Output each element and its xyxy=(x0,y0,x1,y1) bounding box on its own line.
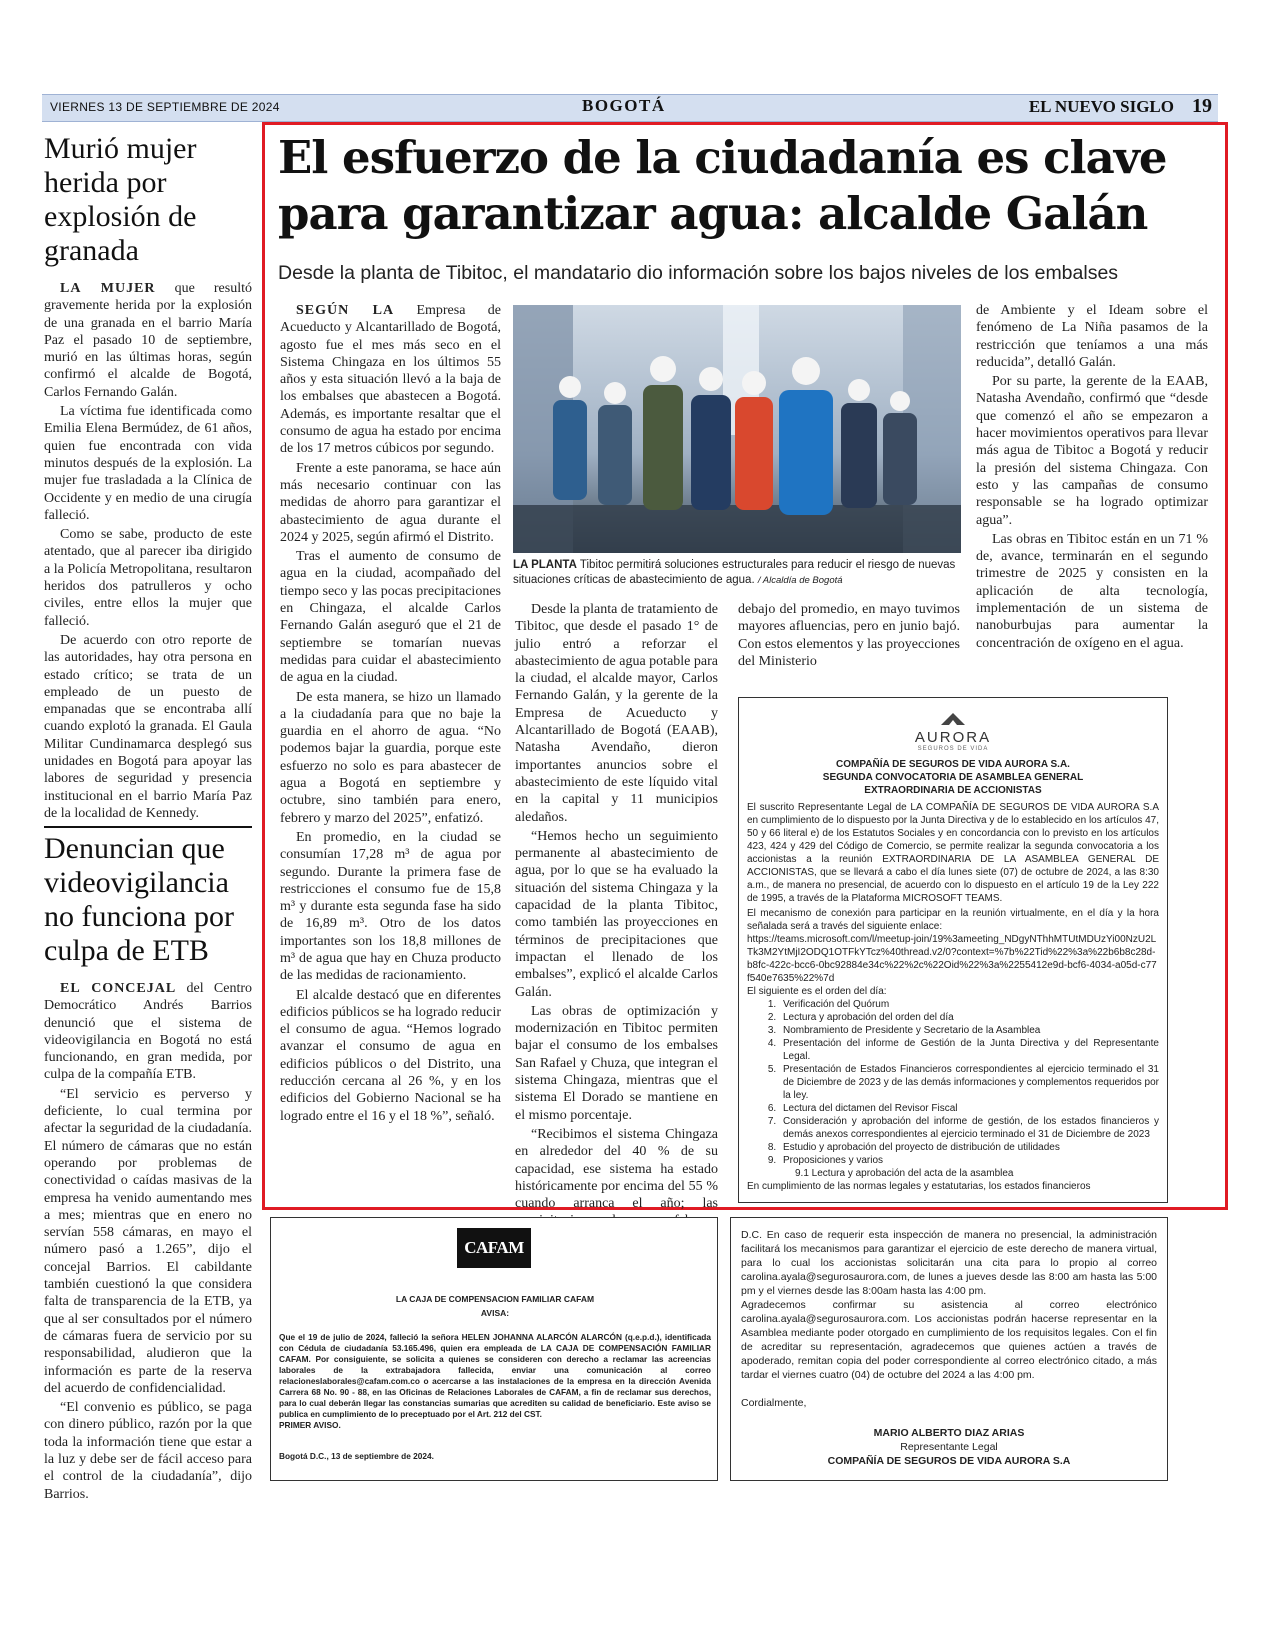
cafam-notice: PRIMER AVISO. xyxy=(279,1420,341,1430)
cafam-date: Bogotá D.C., 13 de septiembre de 2024. xyxy=(279,1451,434,1461)
aurora-signer-role: Representante Legal xyxy=(900,1441,998,1453)
story-2-paragraph: “El convenio es público, se paga con dinero público, razón por la que toda la información tiene que estar a la luz y debe ser de fácil acceso para el control de la ciudadanía”, dijo Barrios. xyxy=(44,1400,252,1502)
story-1-title: Murió mujer herida por explosión de granada xyxy=(44,132,197,267)
main-paragraph: “Recibimos el sistema Chingaza en alrededor del 40 % de su capacidad, ese sistema ha estado históricamente por encima del 55 % cuando arranca el año; las xyxy=(515,1126,718,1212)
agenda-item: 4. Presentación del informe de Gestión de la Junta Directiva y del Representante Legal. xyxy=(779,1037,1159,1063)
agenda-item: 8. Estudio y aprobación del proyecto de distribución de utilidades xyxy=(779,1141,1159,1154)
aurora-signer: MARIO ALBERTO DIAZ ARIAS xyxy=(873,1427,1025,1439)
aurora-ad xyxy=(738,697,1168,1203)
page-number: 19 xyxy=(1192,95,1212,117)
issue-date: VIERNES 13 DE SEPTIEMBRE DE 2024 xyxy=(50,100,280,114)
aurora-paragraph: El mecanismo de conexión para participar en la reunión virtualmente, en el día y la hora señalada será a través del siguiente enlace: xyxy=(747,908,1159,932)
story-1-paragraph: que resultó gravemente herida por la explosión de una granada en el barrio María Paz el pasado 10 de septiembre, murió en las últimas horas, según confirmó el alcalde de Bogotá, Carlos Fernando Galán. xyxy=(44,281,252,400)
agenda-subitem: 9.1 Lectura y aprobación del acta de la asamblea xyxy=(795,1168,1014,1179)
main-paragraph: Tras el aumento de consumo de agua en la ciudad, acompañado del tiempo seco y las pocas precipitaciones en Chingaza, el alcalde Carlos Fernando Galán aseguró que el 21 de septiembre se tomarían nuevas medidas para cuidar el abastecimiento de agua en la ciudad. xyxy=(280,549,501,686)
sidebar-story-1 xyxy=(44,132,252,824)
main-paragraph: Empresa de Acueducto y Alcantarillado de Bogotá, agosto fue el mes más seco en el Sistema Chingaza en los últimos 55 años y esta situación llevó a la baja de los embalses que abastecen a Bogotá. Además, es importante resaltar que el consumo de agua ha estado por encima de los 17 metros cúbicos por segundo. xyxy=(280,303,502,457)
main-paragraph: Desde la planta de tratamiento de Tibitoc, que desde el pasado 1° de julio entró a reforzar el abastecimiento de agua potable para la ciudad, el alcalde mayor, Carlos Fernando Galán, y la gerente de la Empresa de Acueducto y Alcantarillado de Bogotá (EAAB), Natasha Avendaño, dieron importantes anuncios sobre el abastecimiento de este líquido vital en la capital y 11 municipios aledaños. xyxy=(515,602,718,825)
aurora-paragraph: Agradecemos confirmar su asistencia al correo electrónico carolina.ayala@segurosaurora.com. Los accionistas podrán hacerse representar en la Asamblea mediante poder otorgado en cumplimiento de los requisitos legales. Con el fin de acreditar su representación, agradecemos que quienes actúen a través de apoderado, remitan copia del poder correspondiente al correo electrónico citado, a más tardar el viernes cuatro (04) de octubre del 2024 a las 4:00 pm. xyxy=(741,1299,1157,1381)
main-paragraph: Las obras en Tibitoc están en un 71 % de, avance, terminarán en el segundo trimestre de 2025 y consisten en la aplicación de alta tecnología, implementación de un sistema de nanoburbujas para aumentar la concentración de oxígeno en el agua. xyxy=(976,531,1208,651)
story-1-lead: LA MUJER xyxy=(60,281,156,296)
story-2-title: Denuncian que videovigilancia no funciona por culpa de ETB xyxy=(44,832,234,967)
story-1-paragraph: De acuerdo con otro reporte de las autoridades, hay otra persona en estado crítico; se trata de un empleado de un puesto de empanadas que se encontraba allí cuando explotó la granada. El Gaula Militar Cundinamarca desplegó sus unidades en Bogotá para apoyar las labores de seguridad y presencia institucional en el barrio María Paz de la localidad de Kennedy. xyxy=(44,632,252,821)
agenda-item: 2. Lectura y aprobación del orden del día xyxy=(779,1011,1159,1024)
story-2-body xyxy=(44,980,252,1503)
aurora-meeting-link[interactable]: https://teams.microsoft.com/l/meetup-join/19%3ameeting_NDgyNThhMTUtMDUzYi00NzU2LTk3M2YtMjI2ODQ1OTFkYTcz%40thread.v2/0?context=%7b%22Tid%22%3a%22b6b8c28d-b8fc-422c-bcc6-0bc92884e34c%22%2c%22Oid%22%3a%2255412e9d-bcf6-4034-a05d-c77f540e7635%22%7d xyxy=(747,934,1157,984)
main-paragraph: Las obras de optimización y modernización en Tibitoc permiten bajar el consumo de los embalses San Rafael y Chuza, que integran el sistema Chingaza, mientras que el sistema El Dorado se mantiene en el mismo porcentaje. xyxy=(515,1003,718,1123)
story-photo xyxy=(513,305,961,553)
aurora-continued-body xyxy=(731,1218,1167,1410)
agenda-item: 6. Lectura del dictamen del Revisor Fiscal xyxy=(779,1102,1159,1115)
agenda-item: 5. Presentación de Estados Financieros correspondientes al ejercicio terminado el 31 de Diciembre de 2023 y de las demás informaciones y complementos requeridos por la ley. xyxy=(779,1063,1159,1102)
aurora-title-1: COMPAÑÍA DE SEGUROS DE VIDA AURORA S.A. xyxy=(836,759,1070,770)
cafam-subtitle: AVISA: xyxy=(480,1308,510,1318)
page-header xyxy=(42,94,1218,122)
story-1-body xyxy=(44,280,252,822)
main-paragraph: Por su parte, la gerente de la EAAB, Natasha Avendaño, confirmó que “desde que comenzó el año se empezaron a hacer movimientos operativos para llevar más agua de Tibitoc a Bogotá y reducir la presión del sistema Chingaza. Con esto y las campañas de consumo responsable se ha logrado optimizar agua”. xyxy=(976,374,1208,528)
sidebar-story-2 xyxy=(44,832,252,1505)
aurora-paragraph: El suscrito Representante Legal de LA COMPAÑÍA DE SEGUROS DE VIDA AURORA S.A en cumplimiento de lo dispuesto por la Junta Directiva y de lo establecido en los artículos 47, 50 y 66 literal e) de los Estatutos Sociales y en concordancia con lo previsto en los artículos 423, 424 y 429 del Código de Comercio, se permite realizar la segunda convocatoria a los accionistas a la reunión EXTRAORDINARIA DE LA ASAMBLEA GENERAL DE ACCIONISTAS, que se llevará a cabo el día lunes siete (07) de octubre de 2024, a las 8:30 a.m., de manera no presencial, de acuerdo con lo dispuesto en el artículo 19 de la Ley 222 de 1995, a través de la Plataforma MICROSOFT TEAMS. xyxy=(747,802,1159,904)
aurora-body xyxy=(739,797,1167,1193)
agenda-item: 7. Consideración y aprobación del informe de gestión, de los estados financieros y demás anexos correspondientes al ejercicio terminado el 31 de Diciembre de 2023 xyxy=(779,1115,1159,1141)
agenda-item: 3. Nombramiento de Presidente y Secretario de la Asamblea xyxy=(779,1024,1159,1037)
aurora-paragraph: D.C. En caso de requerir esta inspección de manera no presencial, la administración facilitará los mecanismos para garantizar el ejercicio de este derecho de manera virtual, para lo cual los accionistas solicitarán una cita para lo propio al correo carolina.ayala@segurosaurora.com, de lunes a jueves desde las 8:00 am hasta las 5:00 pm y el viernes desde las 8:00am hasta las 4:00 pm. xyxy=(741,1229,1157,1297)
main-column-3 xyxy=(738,601,960,672)
agenda-item: 1. Verificación del Quórum xyxy=(779,998,1159,1011)
aurora-closing: Cordialmente, xyxy=(741,1397,807,1409)
main-lead: SEGÚN LA xyxy=(296,303,395,318)
aurora-arrow-icon xyxy=(941,713,965,725)
aurora-logo-text: AURORA xyxy=(914,729,992,746)
main-paragraph: debajo del promedio, en mayo tuvimos mayores afluencias, pero en junio bajó. Con estos elementos y las proyecciones del Ministerio xyxy=(738,602,961,669)
main-paragraph: Frente a este panorama, se hace aún más necesario continuar con las medidas de ahorro para garantizar el abastecimiento de agua durante el 2024 y 2025, según afirmó el Distrito. xyxy=(280,460,501,545)
main-subhead: Desde la planta de Tibitoc, el mandatario dio información sobre los bajos niveles de los embalses xyxy=(278,262,1119,284)
caption-lead: LA PLANTA xyxy=(513,559,577,571)
cafam-body xyxy=(279,1332,711,1431)
story-2-paragraph: “El servicio es perverso y deficiente, lo cual termina por afectar la seguridad de la ciudadanía. El número de cámaras que no están operando por problemas de conectividad o caídas masivas de la empresa ha venido aumentando mes a mes; mientras que en enero no servían 558 cámaras, en mayo el número pasó a 1.265”, dijo el concejal Barrios. El cabildante también cuestionó la que considera falta de transparencia de la ETB, ya que al ser consultados por el número de cámaras fuera de servicio por su responsabilidad, aludieron que la información es parte de la reserva del acuerdo de confidencialidad. xyxy=(44,1086,252,1396)
section-name: BOGOTÁ xyxy=(582,96,666,115)
tibitoc-plant-photo xyxy=(513,305,961,553)
aurora-ad-continued xyxy=(730,1217,1168,1481)
main-paragraph: En promedio, en la ciudad se consumían 17,28 m³ de agua por segundo. Durante la primera fase de restricciones el consumo fue de 15,8 m³ y durante esta segunda fase ha sido de 16,89 m³. Otro de los datos importantes son los 18,8 millones de m³ de agua que hay en Chuza producto de las medidas de racionamiento. xyxy=(280,829,501,984)
newspaper-name: EL NUEVO SIGLO xyxy=(1028,97,1174,116)
aurora-logo xyxy=(739,710,1167,752)
main-paragraph: “Hemos hecho un seguimiento permanente al abastecimiento de agua, por lo que se ha evaluado la situación del sistema Chingaza y la capacidad de la planta Tibitoc, como también las proyecciones en términos de precipitaciones que impactan el llenado de los embalses”, explicó el alcalde Carlos Galán. xyxy=(515,828,718,1000)
aurora-title-2: SEGUNDA CONVOCATORIA DE ASAMBLEA GENERAL EXTRAORDINARIA DE ACCIONISTAS xyxy=(822,772,1084,796)
main-column-1 xyxy=(280,302,501,1127)
cafam-title: LA CAJA DE COMPENSACION FAMILIAR CAFAM xyxy=(395,1294,595,1304)
sidebar-divider xyxy=(44,826,252,828)
cafam-paragraph: Que el 19 de julio de 2024, falleció la señora HELEN JOHANNA ALARCÓN ALARCÓN (q.e.p.d.), identificada con Cédula de ciudadanía 53.165.496, quien era empleada de LA CAJA DE COMPENSACIÓN FAMILIAR CAFAM. Por consiguiente, se solicita a quienes se consideren con derecho a reclamar las acreencias laborales de la extrabajadora fallecida, enviar una comunicación al correo relacioneslaborales@cafam.com.co o acercarse a las instalaciones de la empresa en la dirección Avenida Carrera 68 No. 90 - 88, en las Oficinas de Relaciones Laborales de CAFAM, a fin de reclamar sus derechos, para lo cual deberán llegar las constancias sumarias que acrediten su calidad de beneficiario. Este aviso se publica en cumplimiento de lo preceptuado por el Art. 212 del CST. xyxy=(279,1332,711,1419)
aurora-signer-company: COMPAÑÍA DE SEGUROS DE VIDA AURORA S.A xyxy=(827,1455,1071,1467)
story-2-lead: EL CONCEJAL xyxy=(60,981,177,996)
photo-caption xyxy=(513,558,961,588)
aurora-tail: En cumplimiento de las normas legales y estatutarias, los estados financieros xyxy=(747,1181,1091,1192)
agenda-item: 9. Proposiciones y varios xyxy=(779,1154,1159,1167)
main-column-4 xyxy=(976,302,1208,654)
caption-text: Tibitoc permitirá soluciones estructurales para reducir el riesgo de nuevas situaciones críticas de abastecimiento de agua. xyxy=(513,559,956,586)
story-1-paragraph: La víctima fue identificada como Emilia Elena Bermúdez, de 61 años, quien fue encontrada con vida minutos después de la explosión. La mujer fue trasladada a la Clínica de Occidente y en medio de una cirugía falleció. xyxy=(44,404,252,523)
story-2-paragraph: del Centro Democrático Andrés Barrios denunció que el sistema de videovigilancia en Bogotá no está funcionando, en gran medida, por culpa de la compañía ETB. xyxy=(44,981,252,1083)
main-paragraph: El alcalde destacó que en diferentes edificios públicos se ha logrado reducir el consumo de agua. “Hemos logrado avanzar el consumo de agua en edificios públicos o del Distrito, una reducción cercana al 26 %, y en los edificios del Gobierno Nacional se ha logrado entre el 16 y el 18 %”, señaló. xyxy=(280,987,501,1124)
story-1-paragraph: Como se sabe, producto de este atentado, que al parecer iba dirigido a la Policía Metropolitana, resultaron heridos dos patrulleros y ocho civiles, entre ellos la mujer que falleció. xyxy=(44,527,252,629)
aurora-agenda xyxy=(747,998,1159,1167)
main-paragraph: de Ambiente y el Ideam sobre el fenómeno de La Niña pasamos de la restricción que teníamos a una más reducida”, detalló Galán. xyxy=(976,303,1208,370)
cafam-ad xyxy=(270,1217,718,1481)
photo-credit: / Alcaldía de Bogotá xyxy=(757,575,843,586)
cafam-logo: CAFAM xyxy=(457,1228,531,1268)
aurora-logo-sub: SEGUROS DE VIDA xyxy=(917,746,989,752)
main-paragraph: De esta manera, se hizo un llamado a la ciudadanía para que no baje la guardia en el ahorro de agua. “No podemos bajar la guardia, porque este esfuerzo no solo es para abastecer de agua a Bogotá en septiembre y octubre, sino también para enero, febrero y marzo del 2025”, enfatizó. xyxy=(280,689,501,826)
main-headline: El esfuerzo de la ciudadanía es clave para garantizar agua: alcalde Galán xyxy=(278,131,1167,240)
aurora-order-intro: El siguiente es el orden del día: xyxy=(747,986,887,997)
main-column-2 xyxy=(515,601,718,1249)
